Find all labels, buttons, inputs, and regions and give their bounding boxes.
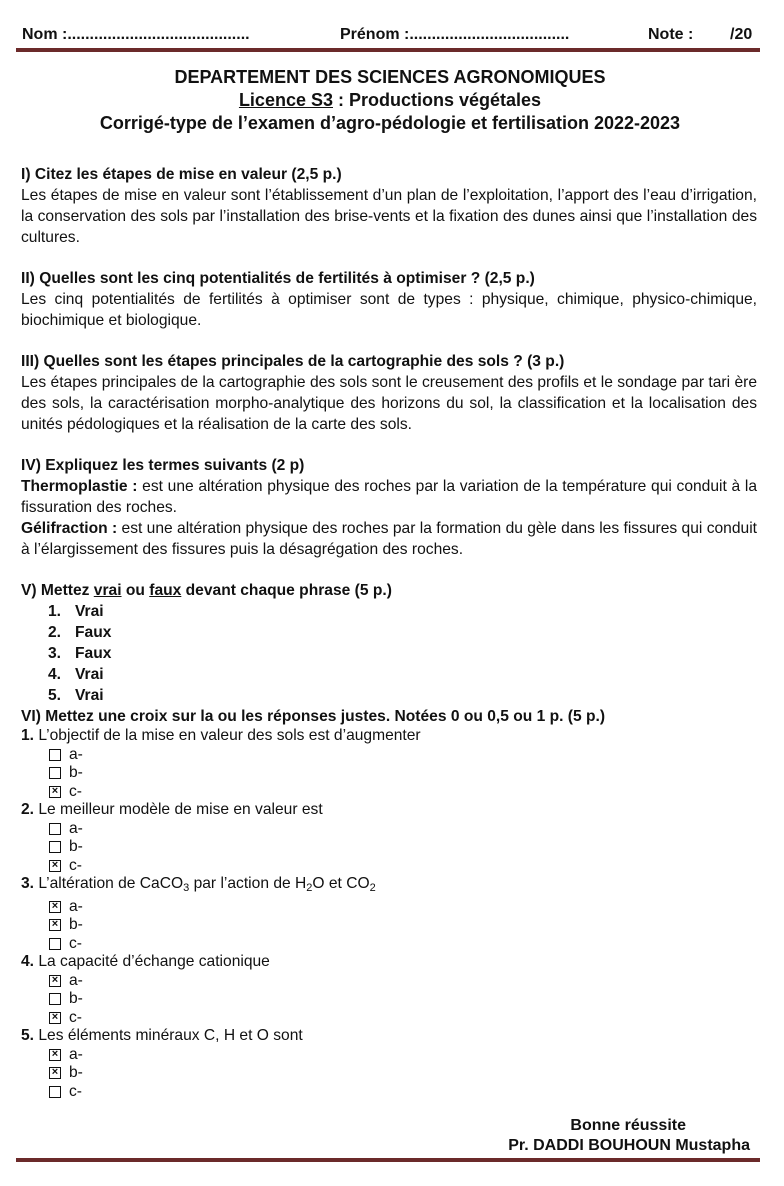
mcq-question — [21, 801, 757, 820]
question-2-title: II) Quelles sont les cinq potentialités de fertilités à optimiser ? (2,5 p.) — [21, 270, 535, 287]
term-thermoplastie: Thermoplastie : — [21, 478, 138, 495]
mcq-text: par l’action de H — [189, 875, 307, 892]
checked-box-icon[interactable]: × — [49, 975, 61, 987]
checkbox-icon[interactable] — [49, 767, 61, 779]
checked-box-icon[interactable]: × — [49, 860, 61, 872]
question-3-answer: Les étapes principales de la cartographie des sols sont le creusement des profils et le sondage par tari ère des sols, la caractérisation morpho-analytique des horizons du sol, la classification et la localisation des unités pédologiques et la réalisation de la carte des sols. — [21, 374, 757, 433]
mcq-option[interactable] — [21, 857, 757, 876]
mcq-number: 1. — [21, 727, 35, 744]
checkbox-icon[interactable] — [49, 823, 61, 835]
mcq-option[interactable] — [21, 972, 757, 991]
mcq-option[interactable] — [21, 935, 757, 954]
mcq-option[interactable] — [21, 990, 757, 1009]
mcq-number: 5. — [21, 1027, 35, 1044]
question-3-title: III) Quelles sont les étapes principales de la cartographie des sols ? (3 p.) — [21, 353, 565, 370]
mcq-option[interactable] — [21, 916, 757, 935]
question-1-answer: Les étapes de mise en valeur sont l’établissement d’un plan de l’exploitation, l’apport des l’eau d’irrigation, la conservation des sols par l’installation des brise-vents et la fixation des dunes ainsi que l’installation des cultures. — [21, 187, 757, 246]
term-gelifraction: Gélifraction : — [21, 520, 118, 537]
answer-number: 4. — [48, 666, 62, 683]
exam-title: Corrigé-type de l’examen d’agro-pédologie et fertilisation 2022-2023 — [99, 113, 681, 133]
subscript: 3 — [183, 882, 190, 894]
program-name: : Productions végétales — [333, 90, 542, 110]
mcq-question — [21, 1027, 757, 1046]
score-total: /20 — [730, 26, 753, 43]
q5-faux: faux — [149, 582, 182, 599]
mcq-text: Les éléments minéraux C, H et O sont — [38, 1027, 303, 1044]
mcq-option[interactable] — [21, 898, 757, 917]
definition-gelifraction — [21, 518, 757, 560]
answer-number: 1. — [48, 603, 62, 620]
mcq-number: 4. — [21, 953, 35, 970]
q5-title-part: devant chaque phrase (5 p.) — [181, 582, 392, 599]
list-item — [48, 664, 757, 685]
option-label: c- — [69, 934, 82, 952]
option-label: a- — [69, 897, 83, 915]
program-line — [20, 89, 760, 112]
option-label: b- — [69, 764, 83, 781]
answer-value: Vrai — [75, 666, 104, 683]
exam-content — [21, 164, 757, 1101]
mcq-text: L’objectif de la mise en valeur des sols est d’augmenter — [38, 727, 421, 744]
q5-title-part: V) Mettez — [21, 582, 94, 599]
option-label: c- — [69, 782, 82, 800]
note-field: Note : — [648, 26, 694, 43]
definition-thermoplastie — [21, 476, 757, 518]
mcq-option[interactable] — [21, 764, 757, 783]
prenom-field: Prénom :.................................... — [340, 26, 570, 43]
checked-box-icon[interactable]: × — [49, 1049, 61, 1061]
list-item — [48, 622, 757, 643]
option-label: b- — [69, 1064, 83, 1081]
mcq-question — [21, 953, 757, 972]
question-5-title — [21, 580, 757, 601]
answer-value: Faux — [75, 645, 112, 662]
mcq-option[interactable] — [21, 783, 757, 802]
closing-wish: Bonne réussite — [570, 1117, 686, 1134]
option-label: b- — [69, 838, 83, 855]
answer-number: 3. — [48, 645, 62, 662]
answer-number: 5. — [48, 687, 62, 704]
option-label: a- — [69, 1045, 83, 1063]
mcq-option[interactable] — [21, 820, 757, 839]
mcq-option[interactable] — [21, 1046, 757, 1065]
mcq-question — [21, 727, 757, 746]
mcq-text: La capacité d’échange cationique — [38, 953, 270, 970]
mcq-option[interactable] — [21, 1083, 757, 1102]
list-item — [48, 643, 757, 664]
mcq-text: O et CO — [312, 875, 370, 892]
q5-title-part: ou — [121, 582, 150, 599]
answer-value: Vrai — [75, 687, 104, 704]
option-label: b- — [69, 916, 83, 933]
mcq-text: L’altération de CaCO — [38, 875, 184, 892]
document-header — [20, 66, 760, 135]
def-gelifraction: est une altération physique des roches par la formation du gèle dans les fissures qui conduit à l’élargissement des fissures puis la désagrégation des roches. — [21, 520, 757, 558]
answer-number: 2. — [48, 624, 62, 641]
top-divider — [16, 48, 760, 52]
nom-field: Nom :......................................... — [22, 26, 250, 43]
q5-vrai: vrai — [93, 582, 122, 599]
mcq-text: Le meilleur modèle de mise en valeur est — [38, 801, 323, 818]
question-1-title: I) Citez les étapes de mise en valeur (2,5 p.) — [21, 166, 342, 183]
list-item — [48, 685, 757, 706]
answer-value: Faux — [75, 624, 112, 641]
checkbox-icon[interactable] — [49, 841, 61, 853]
checked-box-icon[interactable]: × — [49, 786, 61, 798]
option-label: b- — [69, 990, 83, 1007]
checkbox-icon[interactable] — [49, 938, 61, 950]
question-6-title: VI) Mettez une croix sur la ou les réponses justes. Notées 0 ou 0,5 ou 1 p. (5 p.) — [21, 708, 606, 725]
bottom-divider — [16, 1158, 760, 1162]
answer-value: Vrai — [75, 603, 104, 620]
checkbox-icon[interactable] — [49, 993, 61, 1005]
checked-box-icon[interactable]: × — [49, 919, 61, 931]
mcq-option[interactable] — [21, 1064, 757, 1083]
option-label: a- — [69, 971, 83, 989]
option-label: c- — [69, 1008, 82, 1026]
option-label: c- — [69, 1082, 82, 1100]
mcq-option[interactable] — [21, 838, 757, 857]
question-2-answer: Les cinq potentialités de fertilités à optimiser sont de types : physique, chimique, physico-chimique, biochimique et biologique. — [21, 291, 757, 329]
option-label: c- — [69, 856, 82, 874]
checked-box-icon[interactable]: × — [49, 901, 61, 913]
professor-name: Pr. DADDI BOUHOUN Mustapha — [508, 1137, 750, 1154]
mcq-number: 2. — [21, 801, 35, 818]
list-item — [48, 601, 757, 622]
licence-label: Licence S3 — [238, 90, 333, 110]
department-title: DEPARTEMENT DES SCIENCES AGRONOMIQUES — [174, 67, 606, 87]
option-label: a- — [69, 745, 83, 763]
mcq-number: 3. — [21, 875, 35, 892]
mcq-question — [21, 875, 757, 898]
checkbox-icon[interactable] — [49, 1086, 61, 1098]
signature-block — [508, 1116, 750, 1156]
checked-box-icon[interactable]: × — [49, 1067, 61, 1079]
mcq-option[interactable] — [21, 746, 757, 765]
vrai-faux-answers — [21, 601, 757, 706]
checkbox-icon[interactable] — [49, 749, 61, 761]
question-4-title: IV) Expliquez les termes suivants (2 p) — [21, 457, 305, 474]
subscript: 2 — [306, 882, 313, 894]
subscript: 2 — [369, 882, 376, 894]
def-thermoplastie: est une altération physique des roches par la variation de la température qui conduit à la fissuration des roches. — [21, 478, 758, 516]
checked-box-icon[interactable]: × — [49, 1012, 61, 1024]
mcq-option[interactable] — [21, 1009, 757, 1028]
mcq-list — [21, 727, 757, 1101]
option-label: a- — [69, 819, 83, 837]
